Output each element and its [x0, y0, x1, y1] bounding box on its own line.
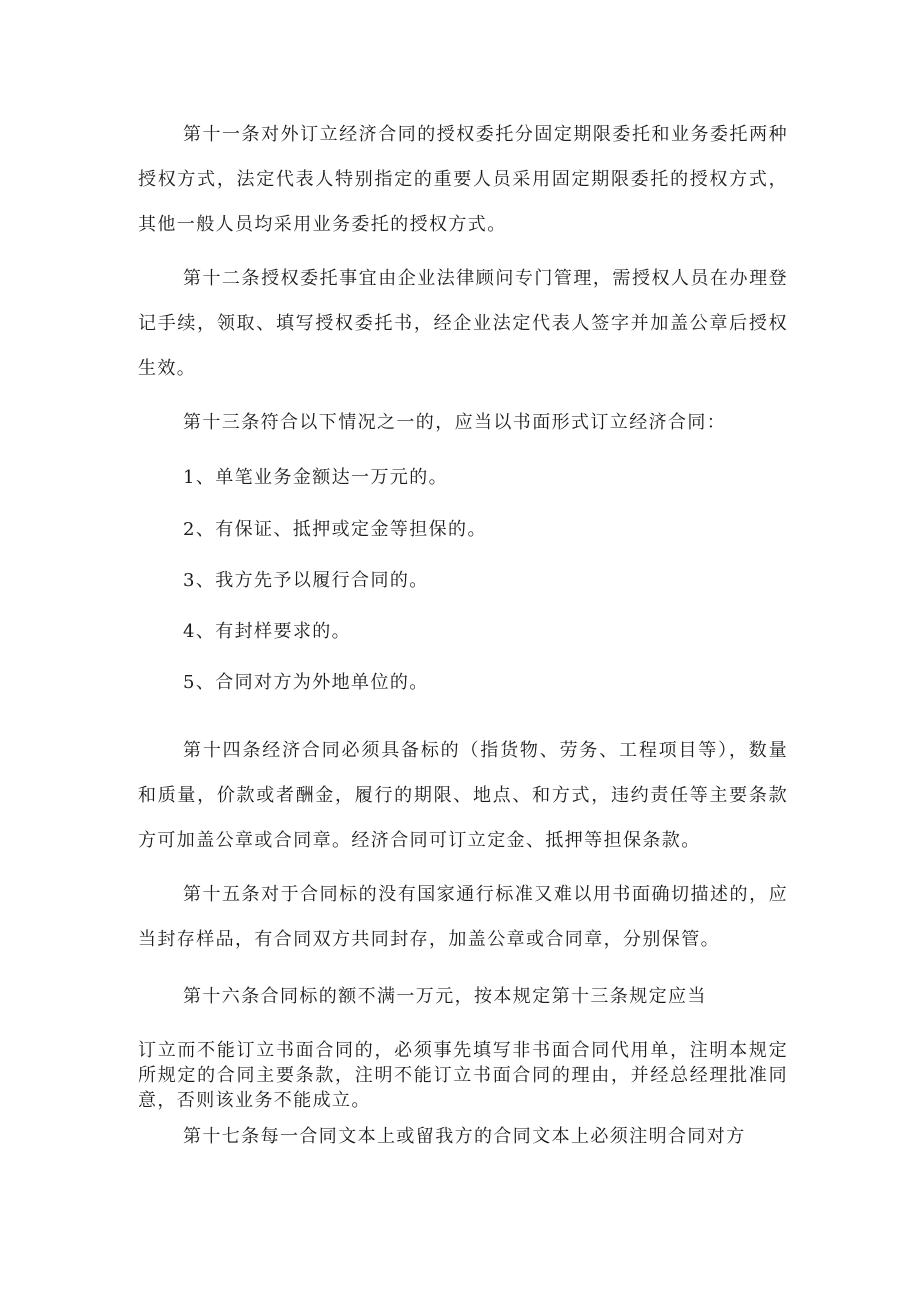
- article-17: 第十七条每一合同文本上或留我方的合同文本上必须注明合同对方: [183, 1126, 746, 1147]
- article-14: 第十四条经济合同必须具备标的（指货物、劳务、工程项目等），数量和质量，价款或者酬金，履行的期限、地点、和方式，违约责任等主要条款方可加盖公章或合同章。经济合同可订立定金、抵押等担保条款。: [138, 740, 788, 851]
- list-item-3: 3、我方先予以履行合同的。: [183, 570, 429, 591]
- article-11: 第十一条对外订立经济合同的授权委托分固定期限委托和业务委托两种授权方式，法定代表人特别指定的重要人员采用固定期限委托的授权方式，其他一般人员均采用业务委托的授权方式。: [138, 124, 788, 235]
- article-16-first-line: 第十六条合同标的额不满一万元，按本规定第十三条规定应当: [183, 986, 707, 1007]
- article-13: 第十三条符合以下情况之一的，应当以书面形式订立经济合同：: [183, 412, 727, 433]
- list-item-5: 5、合同对方为外地单位的。: [183, 672, 429, 693]
- article-16-body: 订立而不能订立书面合同的，必须事先填写非书面合同代用单，注明本规定所规定的合同主要条款，注明不能订立书面合同的理由，并经总经理批准同意，否则该业务不能成立。: [138, 1040, 788, 1111]
- list-item-1: 1、单笔业务金额达一万元的。: [183, 467, 449, 488]
- article-12: 第十二条授权委托事宜由企业法律顾问专门管理，需授权人员在办理登记手续，领取、填写授权委托书，经企业法定代表人签字并加盖公章后授权生效。: [138, 268, 788, 379]
- article-15: 第十五条对于合同标的没有国家通行标准又难以用书面确切描述的，应当封存样品，有合同双方共同封存，加盖公章或合同章，分别保管。: [138, 884, 788, 950]
- list-item-4: 4、有封样要求的。: [183, 621, 352, 642]
- list-item-2: 2、有保证、抵押或定金等担保的。: [183, 519, 487, 540]
